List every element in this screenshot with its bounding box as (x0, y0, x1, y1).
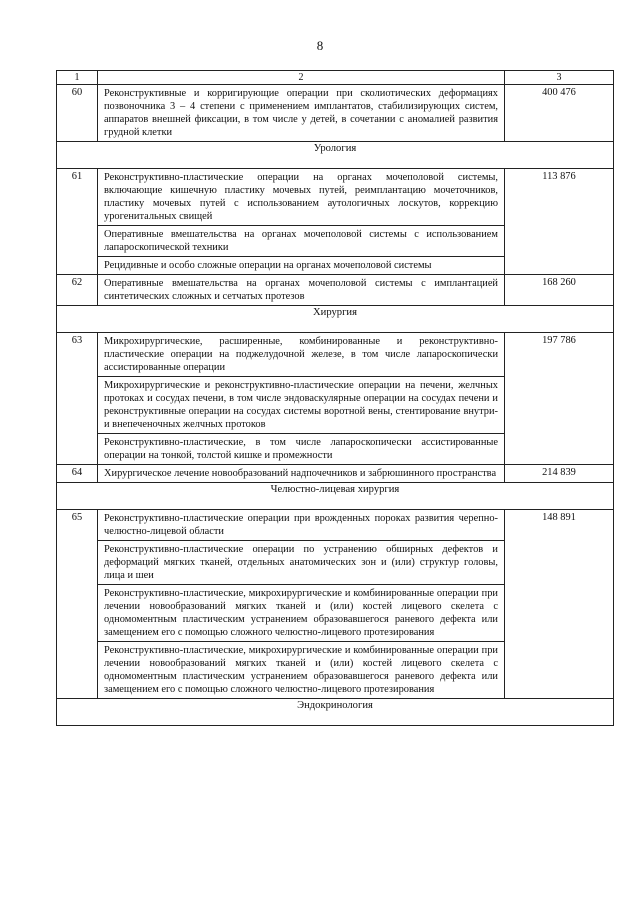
table-row (57, 85, 614, 142)
table-row (57, 275, 614, 306)
table-row (57, 465, 614, 483)
section-row (57, 306, 614, 333)
row-price: 113 876 (505, 169, 614, 275)
row-number: 64 (57, 465, 98, 483)
section-row (57, 483, 614, 510)
description-block: Реконструктивные и корригирующие операции при сколиотических деформациях позвоночника 3 – 4 степени с применением имплантатов, стабилизирующих систем, аппаратов внешней фиксации, в том числе у детей, в сочетании с аномалией развития грудной клетки (104, 88, 498, 138)
row-price: 400 476 (505, 85, 614, 142)
row-description (98, 333, 505, 465)
section-row (57, 699, 614, 726)
description-block: Реконструктивно-пластические, микрохирургические и комбинированные операции при лечении новообразований мягких тканей и (или) костей лицевого скелета с одномоментным пластическим устранением образовавшегося раневого дефекта или замещением его с помощью сложного челюстно-лицевого протезирования (98, 641, 504, 698)
description-block: Микрохирургические, расширенные, комбинированные и реконструктивно-пластические операции на поджелудочной железе, в том числе лапароскопически ассистированные операции (104, 336, 498, 373)
row-number: 60 (57, 85, 98, 142)
description-block: Реконструктивно-пластические, микрохирургические и комбинированные операции при лечении новообразований мягких тканей и (или) костей лицевого скелета с одномоментным пластическим устранением образовавшегося раневого дефекта или замещением его с помощью сложного челюстно-лицевого протезирования (98, 584, 504, 641)
table-row (57, 333, 614, 465)
description-block: Микрохирургические и реконструктивно-пластические операции на печени, желчных протоках и сосудах печени, в том числе эндоваскулярные операции на сосудах печени и реконструктивные операции на сосудах системы воротной вены, стентирование внутри- и внепеченочных желчных протоков (98, 376, 504, 433)
section-title: Хирургия (57, 306, 614, 333)
description-block: Реконструктивно-пластические операции на органах мочеполовой системы, включающие кишечную пластику мочевых путей, реимплантацию мочеточников, пластику мочевых путей с использованием аутологичных лоскутов, коррекцию урогенитальных свищей (104, 172, 498, 222)
row-number: 63 (57, 333, 98, 465)
row-description (98, 85, 505, 142)
table-row (57, 169, 614, 275)
row-description (98, 275, 505, 306)
header-col-2: 2 (98, 71, 505, 85)
row-price: 148 891 (505, 510, 614, 699)
services-table (56, 70, 614, 726)
row-description (98, 465, 505, 483)
description-block: Реконструктивно-пластические операции при врожденных пороках развития черепно-челюстно-лицевой области (104, 513, 498, 537)
section-title: Челюстно-лицевая хирургия (57, 483, 614, 510)
description-block: Рецидивные и особо сложные операции на органах мочеполовой системы (98, 256, 504, 274)
description-block: Реконструктивно-пластические, в том числе лапароскопически ассистированные операции на тонкой, толстой кишке и промежности (98, 433, 504, 464)
header-col-1: 1 (57, 71, 98, 85)
row-number: 65 (57, 510, 98, 699)
row-number: 62 (57, 275, 98, 306)
row-description (98, 169, 505, 275)
description-block: Оперативные вмешательства на органах мочеполовой системы с имплантацией синтетических сложных и сетчатых протезов (104, 278, 498, 302)
row-price: 214 839 (505, 465, 614, 483)
section-row (57, 142, 614, 169)
section-title: Урология (57, 142, 614, 169)
table-row (57, 510, 614, 699)
row-number: 61 (57, 169, 98, 275)
table-header-row (57, 71, 614, 85)
row-description (98, 510, 505, 699)
row-price: 168 260 (505, 275, 614, 306)
description-block: Оперативные вмешательства на органах мочеполовой системы с использованием лапароскопической техники (98, 225, 504, 256)
row-price: 197 786 (505, 333, 614, 465)
description-block: Хирургическое лечение новообразований надпочечников и забрюшинного пространства (104, 468, 497, 479)
section-title: Эндокринология (57, 699, 614, 726)
description-block: Реконструктивно-пластические операции по устранению обширных дефектов и деформаций мягких тканей, отдельных анатомических зон и (или) структур головы, лица и шеи (98, 540, 504, 584)
header-col-3: 3 (505, 71, 614, 85)
page-number: 8 (316, 38, 324, 53)
